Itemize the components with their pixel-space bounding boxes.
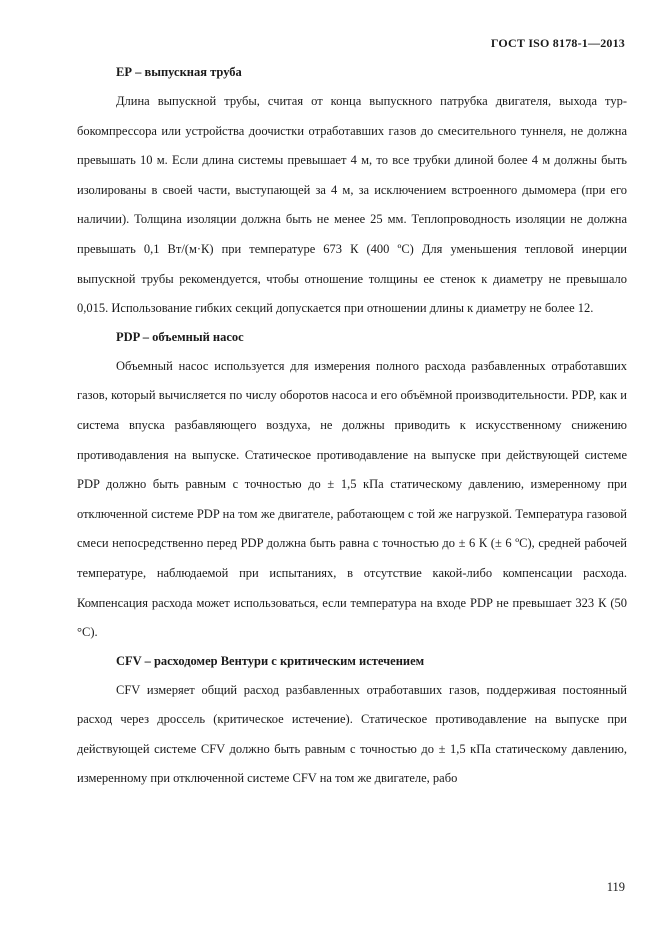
section-heading-ep: ЕР – выпускная труба: [116, 65, 242, 79]
section-text-ep: Длина выпускной трубы, считая от конца выпускного патрубка двигателя, выхода турбокомпрессора или устройства доочистки отработавших газов до смесительного туннеля, не должна превышать 10 м. Если длина системы превышает 4 м, то все трубки длиной более 4 м должны быть изолированы в своей части, выступающей за 4 м, за исключением встроенного дымомера (при его наличии). Толщина изоляции должна быть не менее 25 мм. Теплопроводность изоляции не должна превышать 0,1 Вт/(м·К) при температуре 673 К (400 ºС) Для уменьшения тепловой инерции выпускной трубы рекомендуется, чтобы отношение толщины ее стенок к диаметру не превышало 0,015. Использование гибких секций допускается при отношении длины к диаметру не более 12.: [77, 94, 627, 316]
page-content: [77, 62, 627, 794]
section-text-pdp: Объемный насос используется для измерения полного расхода разбавленных отработавших газов, который вычисляется по числу оборотов насоса и его объёмной производительности. PDP, как и система впуска разбавляющего воздуха, не должны приводить к искусственному снижению противодавления на выпуске. Статическое противодавление на выпуске при действующей системе PDP должно быть равным с точностью до ± 1,5 кПа статическому давлению, измеренному при отключенной системе PDP на том же двигателе, работающем с той же нагрузкой. Температура газовой смеси непосредственно перед PDP должна быть равна с точностью до ± 6 К (± 6 ºС), средней рабочей температуре, наблюдаемой при испытаниях, в отсутствие какой-либо компенсации расхода. Компенсация расхода может использоваться, если температура на входе PDP не превышает 323 К (50 °С).: [77, 358, 627, 640]
page-number: 119: [606, 880, 625, 894]
section-text-cfv: CFV измеряет общий расход разбавленных отработавших газов, поддерживая постоянный расход через дроссель (критическое истечение). Статическое противодавление на выпуске при действующей системе CFV должно быть равным с точностью до ± 1,5 кПа статическому давлению, измеренному при отключенной системе CFV на том же двигателе, рабо: [77, 682, 627, 786]
section-heading-cfv: CFV – расходомер Вентури с критическим истечением: [116, 653, 425, 668]
section-heading-pdp: PDP – объемный насос: [116, 329, 244, 344]
standard-header: ГОСТ ISO 8178-1—2013: [490, 36, 625, 50]
